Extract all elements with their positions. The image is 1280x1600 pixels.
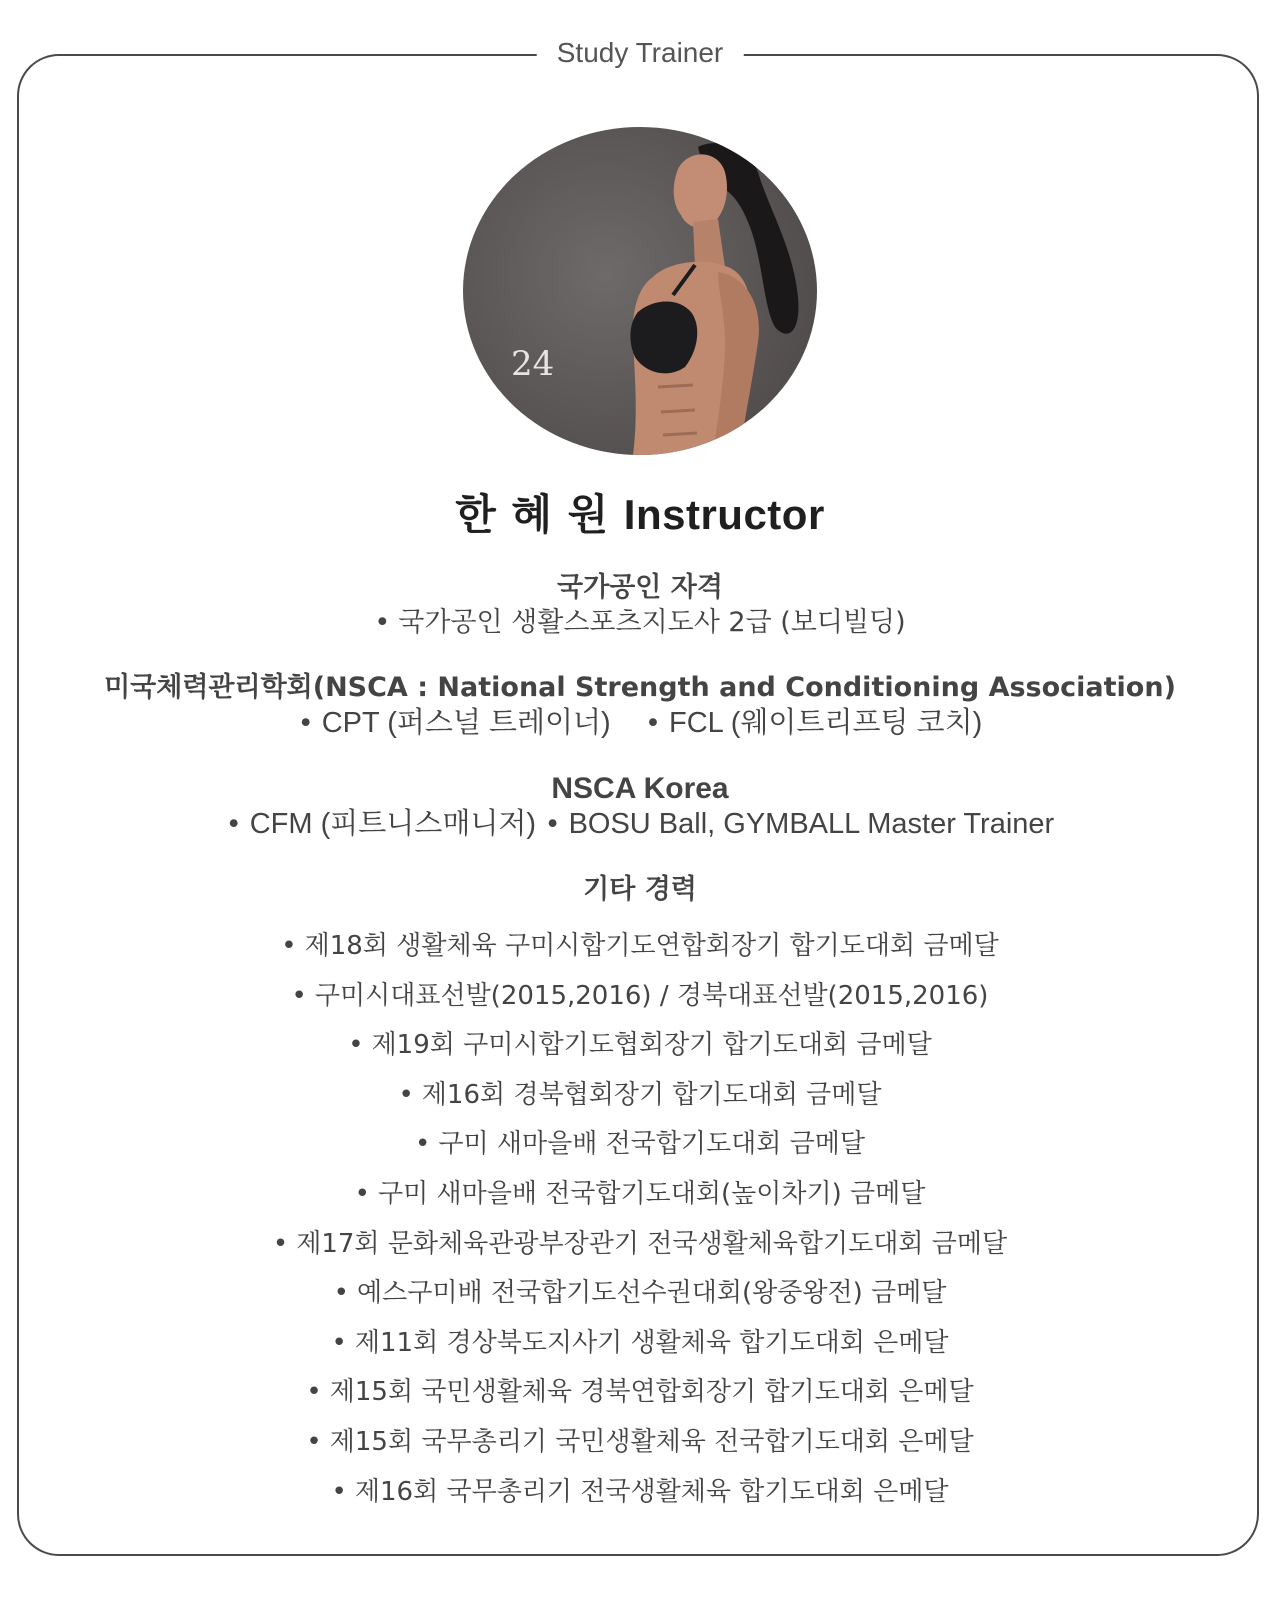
career-item: 제16회 국무총리기 전국생활체육 합기도대회 은메달 [354,1476,949,1507]
trainer-info [60,480,1220,1517]
bullet-icon: • [225,809,242,840]
list-item [60,1220,1220,1270]
career-item: 예스구미배 전국합기도선수권대회(왕중왕전) 금메달 [356,1278,947,1309]
license-item: BOSU Ball, GYMBALL Master Trainer [568,808,1055,840]
career-item: 제17회 문화체육관광부장관기 전국생활체육합기도대회 금메달 [296,1228,1008,1259]
bullet-icon: • [306,1377,322,1408]
bullet-icon: • [272,1228,289,1259]
section-line [60,606,1220,640]
list-item [60,972,1220,1022]
list-item [60,1021,1220,1071]
bullet-icon: • [374,607,391,638]
career-list [60,922,1220,1517]
list-item [60,1468,1220,1518]
frame-title: Study Trainer [537,33,744,73]
bullet-icon: • [281,931,297,961]
section-heading: 국가공인 자격 [557,572,723,603]
career-item: 구미시대표선발(2015,2016) / 경북대표선발(2015,2016) [314,980,989,1011]
list-item [60,1120,1220,1170]
trainer-photo [463,127,817,455]
bullet-icon: • [354,1178,370,1209]
license-item: 국가공인 생활스포츠지도사 2급 (보디빌딩) [398,607,906,638]
trainer-role: Instructor [623,491,825,538]
bullet-icon: • [415,1129,431,1160]
list-item [60,1418,1220,1468]
section-line [60,807,1220,842]
list-item [60,1368,1220,1418]
bullet-icon: • [306,1426,322,1457]
bullet-icon: • [297,708,314,739]
career-item: 제19회 구미시합기도협회장기 합기도대회 금메달 [371,1030,932,1061]
list-item [60,922,1220,972]
trainer-photo-illustration [463,127,817,455]
bullet-icon: • [544,809,561,840]
license-item: CFM (피트니스매니저) [249,808,537,840]
section-heading: 기타 경력 [583,874,697,905]
bullet-icon: • [331,1327,347,1358]
career-item: 제16회 경북협회장기 합기도대회 금메달 [421,1079,882,1110]
section-national-license [60,570,1220,640]
bullet-icon: • [348,1030,364,1061]
list-item [60,1071,1220,1121]
photo-logo-text: 24 [511,344,555,384]
license-item: FCL (웨이트리프팅 코치) [668,707,983,739]
trainer-name-heading [60,480,1220,550]
career-item: 제18회 생활체육 구미시합기도연합회장기 합기도대회 금메달 [304,931,999,961]
career-item: 제15회 국민생활체육 경북연합회장기 합기도대회 은메달 [329,1377,974,1408]
career-item: 제15회 국무총리기 국민생활체육 전국합기도대회 은메달 [329,1426,974,1457]
license-item: CPT (퍼스널 트레이너) [321,707,611,739]
bullet-icon: • [398,1079,414,1110]
bullet-icon: • [645,708,661,739]
section-heading: 미국체력관리학회(NSCA : National Strength and Conditioning Association) [104,672,1176,703]
bullet-icon: • [291,980,307,1011]
section-line [60,706,1220,741]
bullet-icon: • [331,1476,347,1507]
bullet-icon: • [333,1278,349,1309]
list-item [60,1319,1220,1369]
career-item: 구미 새마을배 전국합기도대회(높이차기) 금메달 [377,1178,926,1209]
section-nsca [60,670,1220,741]
trainer-name: 한 혜 원 [455,490,609,539]
section-career [60,872,1220,1517]
section-heading: NSCA Korea [551,772,729,805]
list-item [60,1269,1220,1319]
career-item: 구미 새마을배 전국합기도대회 금메달 [438,1129,865,1160]
section-nsca-korea [60,771,1220,842]
career-item: 제11회 경상북도지사기 생활체육 합기도대회 은메달 [354,1327,949,1358]
list-item [60,1170,1220,1220]
